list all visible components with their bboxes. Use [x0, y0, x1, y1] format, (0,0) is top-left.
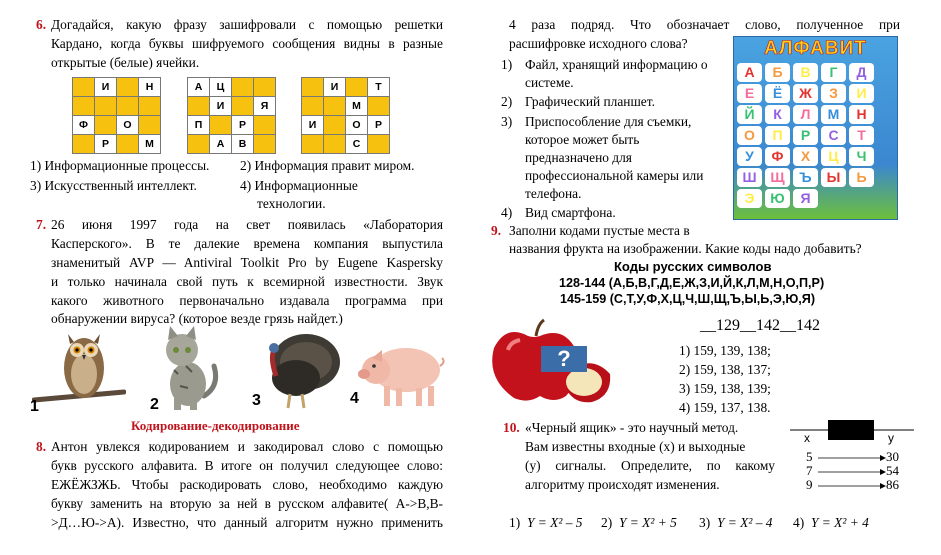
poster-letter: Д — [849, 63, 874, 82]
q7-text-line-6: обнаружении вируса? (которое везде грязь найдет.) — [51, 311, 343, 326]
turkey-icon — [250, 330, 346, 412]
codes-line-2: 145-159 (С,Т,У,Ф,Х,Ц,Ч,Ш,Щ,Ъ,Ы,Ь,Э,Ю,Я) — [560, 292, 816, 306]
q9-number: 9. — [491, 223, 502, 238]
grid-cell: М — [346, 97, 368, 116]
formula-3-num: 3) — [699, 515, 711, 530]
grid-cell — [95, 97, 117, 116]
y-label: y — [888, 431, 894, 445]
input-3: 9 — [806, 477, 813, 492]
input-2: 7 — [806, 463, 813, 478]
grid-cell: П — [188, 116, 210, 135]
q6-text-line-2: Кардано, когда буквы шифруемого сообщения видны в разные — [51, 36, 443, 51]
q8-option-3-line-4: профессиональной камеры или — [525, 168, 704, 183]
poster-letter: Н — [849, 105, 874, 124]
q8-text-line-1: Антон увлекся кодированием и закодировал слово с помощью — [51, 439, 443, 454]
output-2: 54 — [886, 463, 899, 478]
q8-option-2-num: 2) — [501, 94, 513, 109]
q6-text-line-3: открытые (белые) ячейки. — [51, 55, 200, 70]
pig-icon — [354, 328, 446, 412]
poster-letter: Р — [793, 126, 818, 145]
grid-cell — [188, 97, 210, 116]
q7-text-line-1: 26 июня 1997 года на свет появилась «Лаборатория — [51, 217, 443, 232]
grid-cell: Р — [232, 116, 254, 135]
q8-option-1-line-2: системе. — [525, 75, 574, 90]
q8-option-3-num: 3) — [501, 114, 513, 129]
formula-3: Y = X² – 4 — [717, 515, 773, 530]
q6-option-3: 3) Искусственный интеллект. — [30, 178, 197, 193]
q8-option-1-num: 1) — [501, 57, 513, 72]
animal-label-4: 4 — [350, 390, 359, 407]
q7-text-line-5: какого животного первоначально издавала программа при — [51, 293, 443, 308]
grid-cell: О — [117, 116, 139, 135]
grid-cell — [73, 135, 95, 154]
poster-letter: Ё — [765, 84, 790, 103]
formula-2: Y = X² + 5 — [619, 515, 677, 530]
poster-letters — [734, 61, 897, 208]
formula-1: Y = X² – 5 — [527, 515, 583, 530]
grid-cell: И — [302, 116, 324, 135]
grid-cell: Ц — [210, 78, 232, 97]
q8-option-4-num: 4) — [501, 205, 513, 220]
grid-cell: М — [139, 135, 161, 154]
grid-cell: И — [95, 78, 117, 97]
poster-letter: Ж — [793, 84, 818, 103]
q10-text-line-2: Вам известны входные (x) и выходные — [525, 439, 746, 454]
codes-title: Коды русских символов — [614, 259, 772, 274]
poster-letter: Л — [793, 105, 818, 124]
poster-letter: Х — [793, 147, 818, 166]
grid-cell — [302, 135, 324, 154]
q8-option-4-line-1: Вид смартфона. — [525, 205, 616, 220]
section-title: Кодирование-декодирование — [131, 418, 300, 433]
grid-cell: И — [324, 78, 346, 97]
q8-option-3-line-5: телефона. — [525, 186, 582, 201]
poster-letter: Т — [849, 126, 874, 145]
poster-letter: Ц — [821, 147, 846, 166]
formula-2-num: 2) — [601, 515, 613, 530]
poster-letter: В — [793, 63, 818, 82]
poster-letter: Ъ — [793, 168, 818, 187]
q8-cont-line-2: расшифровке исходного слова? — [509, 36, 688, 51]
grid-cell — [117, 135, 139, 154]
q7-text-line-2: Касперского». В те далекие времена компания выпустила — [51, 236, 443, 251]
q6-option-1: 1) Информационные процессы. — [30, 158, 210, 173]
grid-cell: С — [346, 135, 368, 154]
poster-letter: Б — [765, 63, 790, 82]
grid-cell — [188, 135, 210, 154]
grid-cell — [368, 97, 390, 116]
grid-cell — [324, 97, 346, 116]
grid-cell — [254, 116, 276, 135]
poster-letter: К — [765, 105, 790, 124]
grid-cell — [232, 97, 254, 116]
x-label: x — [804, 431, 810, 445]
q8-option-3-line-2: которое может быть — [525, 132, 640, 147]
poster-letter: Ь — [849, 168, 874, 187]
formula-4: Y = X² + 4 — [811, 515, 869, 530]
q7-number: 7. — [36, 217, 47, 232]
q9-option-2: 2) 159, 138, 137; — [679, 362, 771, 377]
poster-letter: О — [737, 126, 762, 145]
q6-option-2: 2) Информация правит миром. — [240, 158, 415, 173]
output-1: 30 — [886, 449, 899, 464]
cardano-grid-1 — [72, 77, 161, 154]
poster-letter: А — [737, 63, 762, 82]
poster-letter: Ч — [849, 147, 874, 166]
q8-number: 8. — [36, 439, 47, 454]
grid-cell: Ф — [73, 116, 95, 135]
q7-text-line-4: и только начинала свой путь к всемирной известности. Звук — [51, 274, 443, 289]
code-sequence: __129__142__142 — [700, 317, 820, 334]
grid-cell — [254, 135, 276, 154]
poster-letter: Г — [821, 63, 846, 82]
grid-cell — [117, 97, 139, 116]
q10-number: 10. — [503, 420, 520, 435]
grid-cell — [95, 116, 117, 135]
output-3: 86 — [886, 477, 899, 492]
question-mark-box: ? — [541, 346, 587, 372]
poster-letter: Ф — [765, 147, 790, 166]
q10-text-line-1: «Черный ящик» - это научный метод. — [525, 420, 739, 435]
q6-text-line-1: Догадайся, какую фразу зашифровали с помощью решетки — [51, 17, 443, 32]
q9-option-1: 1) 159, 139, 138; — [679, 343, 771, 358]
grid-cell — [346, 78, 368, 97]
q6-option-4: 4) Информационные — [240, 178, 358, 193]
poster-letter: Ю — [765, 189, 790, 208]
grid-cell — [73, 78, 95, 97]
q8-text-line-2: букв русского алфавита. В итоге он получил следующее слово: — [51, 458, 443, 473]
grid-cell — [232, 78, 254, 97]
grid-cell: В — [232, 135, 254, 154]
poster-letter: М — [821, 105, 846, 124]
poster-letter: С — [821, 126, 846, 145]
animal-label-3: 3 — [252, 392, 261, 409]
grid-cell — [324, 135, 346, 154]
cat-icon — [152, 326, 222, 412]
formula-4-num: 4) — [793, 515, 805, 530]
animal-label-2: 2 — [150, 396, 159, 413]
cardano-grid-3 — [301, 77, 390, 154]
q8-option-3-line-3: предназначено для — [525, 150, 632, 165]
q8-option-3-line-1: Приспособление для съемки, — [525, 114, 692, 129]
grid-cell — [139, 116, 161, 135]
poster-letter: Я — [793, 189, 818, 208]
formula-1-num: 1) — [509, 515, 521, 530]
q8-option-1-line-1: Файл, хранящий информацию о — [525, 57, 708, 72]
grid-cell: Р — [95, 135, 117, 154]
grid-cell: А — [188, 78, 210, 97]
poster-letter: Э — [737, 189, 762, 208]
q10-text-line-4: алгоритму происходят изменения. — [525, 477, 720, 492]
cardano-grid-2 — [187, 77, 276, 154]
poster-title: АЛФАВИТ — [764, 38, 867, 59]
alphabet-poster — [733, 36, 898, 220]
owl-icon — [32, 322, 126, 414]
grid-cell: И — [210, 97, 232, 116]
q9-text-line-2: названия фрукта на изображении. Какие коды надо добавить? — [509, 241, 862, 256]
grid-cell — [324, 116, 346, 135]
poster-letter: Ш — [737, 168, 762, 187]
grid-cell — [302, 97, 324, 116]
poster-letter: П — [765, 126, 790, 145]
grid-cell: О — [346, 116, 368, 135]
q9-option-4: 4) 159, 137, 138. — [679, 400, 771, 415]
poster-letter: И — [849, 84, 874, 103]
q6-option-4-cont: технологии. — [257, 196, 326, 211]
q9-option-3: 3) 159, 138, 139; — [679, 381, 771, 396]
grid-cell: Р — [368, 116, 390, 135]
grid-cell — [139, 97, 161, 116]
grid-cell — [73, 97, 95, 116]
poster-letter: Щ — [765, 168, 790, 187]
poster-letter: У — [737, 147, 762, 166]
poster-letter: З — [821, 84, 846, 103]
q10-text-line-3: (y) сигналы. Определите, по какому — [525, 458, 775, 473]
grid-cell — [210, 116, 232, 135]
q9-text-line-1: Заполни кодами пустые места в — [509, 223, 690, 238]
grid-cell: А — [210, 135, 232, 154]
input-1: 5 — [806, 449, 813, 464]
q7-text-line-3: знаменитый AVP — Antiviral Toolkit Pro by Eugene Kaspersky — [51, 255, 443, 270]
grid-cell — [254, 78, 276, 97]
grid-cell: Т — [368, 78, 390, 97]
q8-cont-line-1: 4 раза подряд. Что обозначает слово, полученное при — [509, 17, 900, 32]
grid-cell — [302, 78, 324, 97]
q8-text-line-5: >Д…Ю->А). Известно, что данный алгоритм нужно применить — [51, 515, 443, 530]
codes-line-1: 128-144 (А,Б,В,Г,Д,Е,Ж,З,И,Й,К,Л,М,Н,О,П,Р) — [559, 276, 825, 290]
grid-cell: Я — [254, 97, 276, 116]
q8-text-line-3: ЕЖЁЖЗЖЬ. Чтобы раскодировать слово, необходимо каждую — [51, 477, 443, 492]
poster-letter: Ы — [821, 168, 846, 187]
poster-letter: Е — [737, 84, 762, 103]
animal-label-1: 1 — [30, 398, 39, 415]
grid-cell: Н — [139, 78, 161, 97]
grid-cell — [368, 135, 390, 154]
q6-number: 6. — [36, 17, 47, 32]
q8-option-2-line-1: Графический планшет. — [525, 94, 655, 109]
grid-cell — [117, 78, 139, 97]
poster-letter: Й — [737, 105, 762, 124]
q8-text-line-4: букву заменить на вторую за ней в русском алфавите( А->В,В- — [51, 496, 443, 511]
